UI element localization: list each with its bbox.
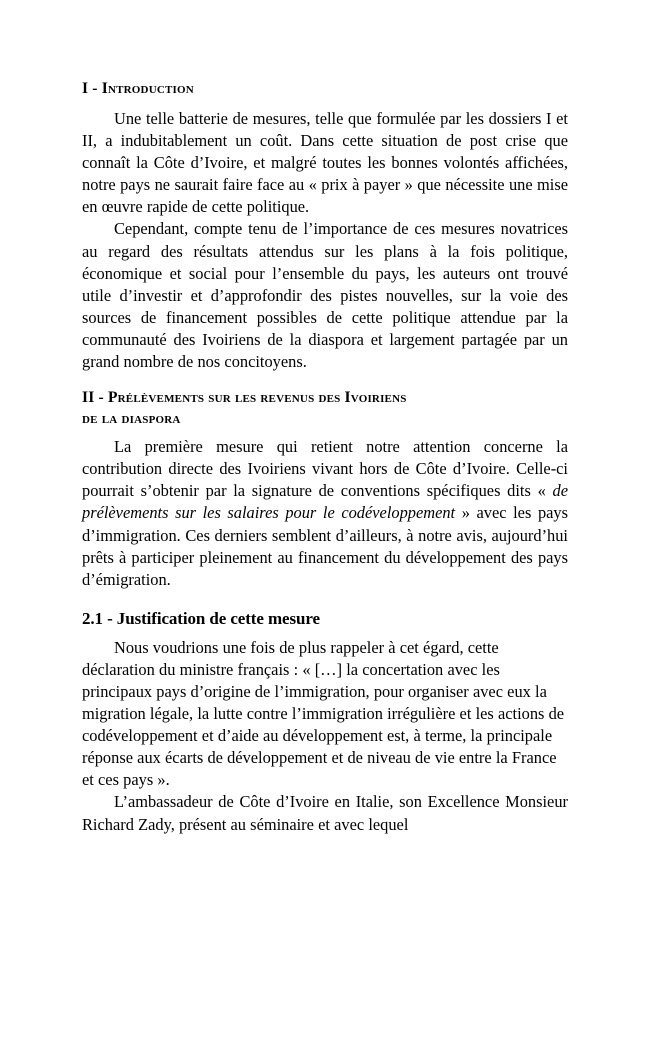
paragraph-justification-2: L’ambassadeur de Côte d’Ivoire en Italie, son Excellence Monsieur Richard Zady, présent au séminaire et avec lequel <box>82 792 568 834</box>
heading-section-2-line1: II - Prélèvements sur les revenus des Ivoiriens <box>82 389 407 407</box>
heading-section-2-line2: de la diaspora <box>82 410 181 428</box>
heading-section-1: I - Introduction <box>82 80 194 97</box>
paragraph-intro-2: Cependant, compte tenu de l’importance de ces mesures novatrices au regard des résultats attendus sur les plans à la fois politique, économique et social pour l’ensemble du pays, les auteurs ont trouvé utile d’investir et d’approfondir des pistes nouvelles, sur la voie des sources de financement possibles de cette politique attendue par la communauté des Ivoiriens de la diaspora et largement partagée par un grand nombre de nos concitoyens. <box>82 219 568 372</box>
heading-section-2 <box>82 387 568 429</box>
spacer-before-section-2 <box>82 373 568 387</box>
paragraph-intro-1: Une telle batterie de mesures, telle que formulée par les dossiers I et II, a indubitablement un coût. Dans cette situation de post crise que connaît la Côte d’Ivoire, et malgré toutes les bonnes volontés affichées, notre pays ne saurait faire face au « prix à payer » que nécessite une mise en œuvre rapide de cette politique. <box>82 109 568 217</box>
paragraph-prelevements <box>82 436 568 591</box>
paragraph-prelevements-part1: La première mesure qui retient notre attention concerne la contribution directe des Ivoiriens vivant hors de Côte d’Ivoire. Celle-ci pourrait s’obtenir par la signature de conventions spécifiques dits « <box>82 437 568 501</box>
text-column <box>82 78 568 836</box>
paragraph-prelevements-part2: » avec les pays d’immigration. Ces derniers semblent d’ailleurs, à notre avis, aujourd’hui prêts à participer pleinement au financement du développement des pays d’émigration. <box>82 503 568 589</box>
paragraph-justification-1: Nous voudrions une fois de plus rappeler à cet égard, cette déclaration du ministre français : « […] la concertation avec les principaux pays d’origine de l’immigration, pour organiser avec eux la migration légale, la lutte contre l’immigration irrégulière et les actions de codéveloppement et d’aide au développement est, à terme, la principale réponse aux écarts de développement et de niveau de vie entre la France et ces pays ». <box>82 637 565 790</box>
paragraph-prelevements-italic: de prélèvements sur les salaires pour le codéveloppement <box>82 481 568 523</box>
spacer-before-subsection <box>82 591 568 607</box>
heading-subsection-2-1: 2.1 - Justification de cette mesure <box>82 608 320 628</box>
